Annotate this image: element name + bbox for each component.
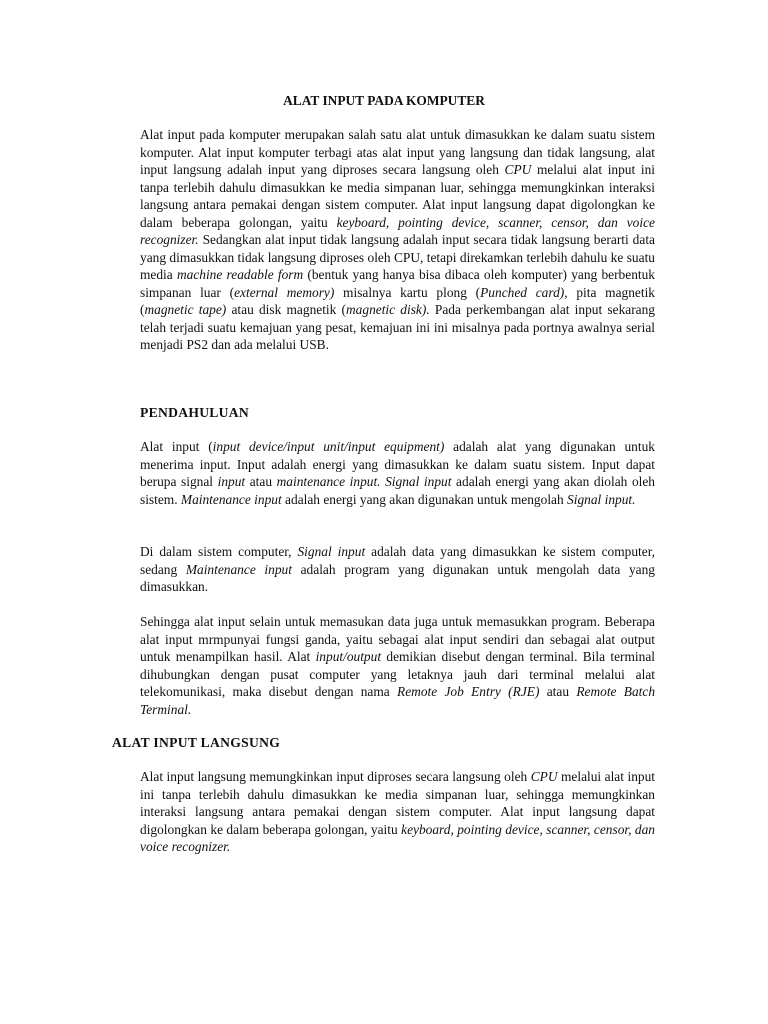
italic-term: Remote Batch Terminal. bbox=[140, 684, 656, 717]
document-title: ALAT INPUT PADA KOMPUTER bbox=[283, 93, 485, 108]
italic-term: Maintenance input bbox=[180, 491, 282, 507]
italic-term: CPU bbox=[504, 162, 532, 177]
italic-term: magnetic disk). bbox=[346, 302, 430, 317]
pendahuluan-paragraph-3: Sehingga alat input selain untuk memasukan data juga untuk memasukkan program. Beberapa alat input mrmpunyai fungsi ganda, yaitu sebagai alat input sendiri dan sebagai alat output untuk menampilkan hasil. Alat input/output demikian disebut dengan terminal. Bila terminal dihubungkan dengan pusat computer yang letaknya jauh dari terminal melalui alat telekomunikasi, maka disebut dengan nama Remote Job Entry (RJE) atau Remote Batch Terminal. bbox=[140, 614, 656, 717]
italic-term: Remote Job Entry (RJE) bbox=[397, 684, 540, 699]
italic-term: input/output bbox=[315, 649, 382, 664]
italic-term: Punched card) bbox=[480, 284, 565, 300]
italic-term: maintenance input. Signal input bbox=[276, 474, 452, 489]
italic-term: keyboard, pointing device, scanner, censor, dan voice recognizer. bbox=[140, 821, 655, 854]
italic-term: input bbox=[217, 474, 246, 489]
pendahuluan-paragraph-2: Di dalam sistem computer, Signal input adalah data yang dimasukkan ke sistem computer, sedang Maintenance input adalah program yang digunakan untuk mengolah data yang dimasukkan. bbox=[140, 544, 655, 594]
section-heading-alat-input-langsung: ALAT INPUT LANGSUNG bbox=[112, 735, 281, 750]
section-heading-pendahuluan: PENDAHULUAN bbox=[140, 405, 250, 420]
italic-term: keyboard, pointing device, scanner, censor, dan voice recognizer. bbox=[140, 214, 655, 247]
alat-input-langsung-paragraph: Alat input langsung memungkinkan input diproses secara langsung oleh CPU melalui alat input ini tanpa terlebih dahulu dimasukkan ke media simpanan luar, sehingga memungkinkan interaksi langsung antara pemakai dengan sistem computer. Alat input langsung dapat digolongkan ke dalam beberapa golongan, yaitu keyboard, pointing device, scanner, censor, dan voice recognizer. bbox=[140, 769, 655, 854]
italic-term: machine readable form bbox=[176, 267, 304, 282]
italic-term: Maintenance input bbox=[185, 561, 292, 577]
italic-term: external memory) bbox=[234, 284, 335, 300]
italic-term: Signal input. bbox=[567, 491, 636, 507]
italic-term: CPU bbox=[530, 769, 558, 784]
intro-paragraph: Alat input pada komputer merupakan salah satu alat untuk dimasukkan ke dalam suatu sistem komputer. Alat input komputer terbagi atas alat input yang langsung dan tidak langsung, alat input langsung adalah input yang diproses secara langsung oleh CPU melalui alat input ini tanpa terlebih dahulu dimasukkan ke media simpanan luar, sehingga memungkinkan interaksi langsung antara pemakai dengan sistem computer. Alat input langsung dapat digolongkan ke dalam beberapa golongan, yaitu keyboard, pointing device, scanner, censor, dan voice recognizer. Sedangkan alat input tidak langsung adalah input secara tidak langsung berarti data yang dimasukkan tidak langsung diproses oleh CPU, tetapi direkamkan terlebih dahulu ke suatu media machine readable form (bentuk yang hanya bisa dibaca oleh komputer) yang berbentuk simpanan luar (external memory) misalnya kartu plong (Punched card), pita magnetik (magnetic tape) atau disk magnetik (magnetic disk). Pada perkembangan alat input sekarang telah terjadi suatu kemajuan yang pesat, kemajuan ini ini misalnya pada portnya awalnya serial menjadi PS2 dan ada melalui USB. bbox=[140, 127, 655, 352]
pendahuluan-paragraph-1: Alat input (input device/input unit/input equipment) adalah alat yang digunakan untuk menerima input. Input adalah energi yang dimasukkan ke dalam suatu sistem. Input dapat berupa signal input atau maintenance input. Signal input adalah energi yang akan diolah oleh sistem. Maintenance input adalah energi yang akan digunakan untuk mengolah Signal input. bbox=[140, 439, 656, 507]
italic-term: Signal input bbox=[297, 544, 366, 559]
italic-term: magnetic tape) bbox=[144, 302, 227, 317]
italic-term: input device/input unit/input equipment) bbox=[212, 439, 445, 454]
